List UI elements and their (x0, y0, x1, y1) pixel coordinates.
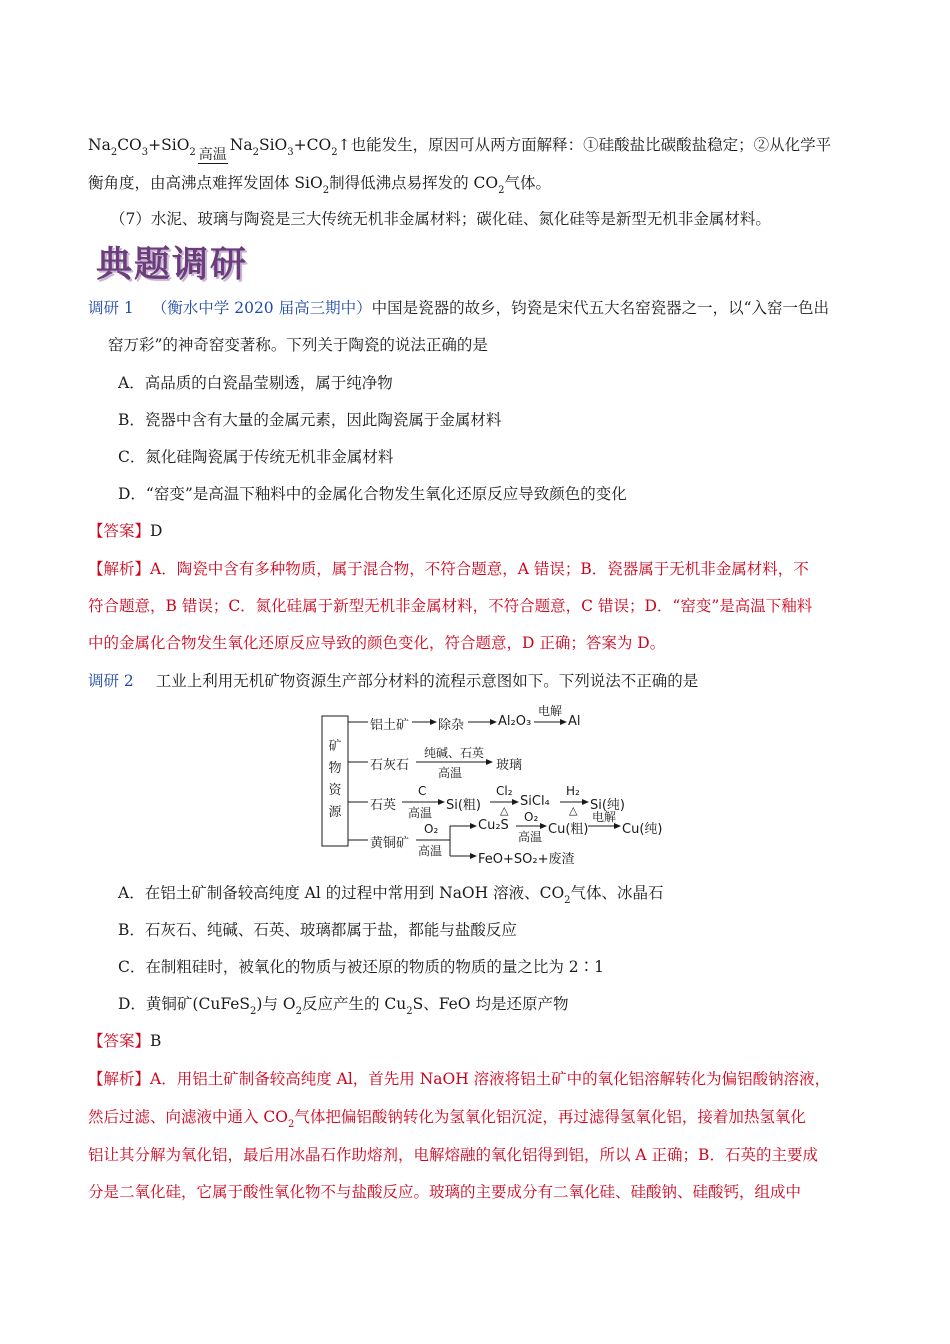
intro-line-3: （7）水泥、玻璃与陶瓷是三大传统无机非金属材料；碳化硅、氮化硅等是新型无机非金属材料。 (110, 210, 771, 228)
q1-option-a: A．高品质的白瓷晶莹剔透，属于纯净物 (118, 374, 393, 392)
q2-stem: 调研 2 工业上利用无机矿物资源生产部分材料的流程示意图如下。下列说法不正确的是 (88, 672, 699, 690)
flow-cond-o2-2: O₂ (524, 810, 539, 824)
q1-answer: 【答案】D (88, 522, 163, 540)
flow-node-pure-cu: Cu(纯) (622, 822, 663, 837)
q2-analysis-line-4: 分是二氧化硅，它属于酸性氧化物不与盐酸反应。玻璃的主要成分有二氧化硅、硅酸钠、硅酸钙，组成中 (88, 1183, 802, 1201)
q1-option-c: C．氮化硅陶瓷属于传统无机非金属材料 (118, 448, 394, 466)
flow-source-label: 矿物资源 (328, 739, 342, 820)
flow-cond-electrolysis-cu: 电解 (592, 810, 617, 824)
flow-node-sicl4: SiCl₄ (520, 794, 550, 809)
flow-node-cu2s: Cu₂S (478, 818, 509, 833)
q1-stem-line-2: 窑万彩”的神奇窑变著称。下列关于陶瓷的说法正确的是 (108, 336, 488, 354)
intro-line-2: 衡角度，由高沸点难挥发固体 SiO$_2$制得低沸点易挥发的 $CO_2$气体。 (88, 174, 551, 196)
flow-node-glass: 玻璃 (496, 758, 523, 773)
q1-option-d: D．“窑变”是高温下釉料中的金属化合物发生氧化还原反应导致颜色的变化 (118, 485, 627, 503)
intro-line-1: $Na_2CO_3+SiO_2$ 高温 $Na_2SiO_3+CO_2↑$也能发生，原因可从两方面解释：①硅酸盐比碳酸盐稳定；②从化学平 (88, 136, 832, 163)
q2-answer: 【答案】B (88, 1032, 162, 1050)
flow-node-byproducts: FeO+SO₂+废渣 (478, 852, 575, 867)
q1-analysis-line-1: 【解析】A．陶瓷中含有多种物质，属于混合物，不符合题意，A 错误；B．瓷器属于无机非金属材料，不 (88, 560, 809, 578)
flow-node-al: Al (568, 714, 581, 729)
q2-option-b: B．石灰石、纯碱、石英、玻璃都属于盐，都能与盐酸反应 (118, 921, 517, 939)
q2-analysis-line-1: 【解析】A．用铝土矿制备较高纯度 Al，首先用 NaOH 溶液将铝土矿中的氧化铝溶解转化为偏铝酸钠溶液， (88, 1070, 831, 1088)
flow-cond-heat-2: △ (569, 804, 578, 817)
flow-cond-glass-top: 纯碱、石英 (424, 746, 485, 760)
flow-cond-h2: H₂ (566, 784, 580, 798)
flow-cond-c-bottom: 高温 (408, 806, 433, 820)
flow-cond-o2-1: O₂ (424, 822, 439, 836)
flow-node-impurity: 除杂 (438, 718, 465, 733)
flow-cond-electrolysis-al: 电解 (538, 704, 563, 718)
q1-stem-line-1: 调研 1 （衡水中学 2020 届高三期中）中国是瓷器的故乡，钧瓷是宋代五大名窑瓷器之一，以“入窑一色出 (88, 299, 830, 317)
q1-label: 调研 1 (88, 299, 134, 317)
flow-cond-glass-bottom: 高温 (438, 766, 463, 780)
q1-option-b: B．瓷器中含有大量的金属元素，因此陶瓷属于金属材料 (118, 411, 502, 429)
q1-analysis-line-3: 中的金属化合物发生氧化还原反应导致的颜色变化，符合题意，D 正确；答案为 D。 (88, 634, 666, 652)
flow-node-limestone: 石灰石 (370, 758, 410, 773)
flow-node-chalcopyrite: 黄铜矿 (370, 836, 410, 851)
flow-node-bauxite: 铝土矿 (370, 718, 410, 733)
reaction-condition: 高温 (198, 147, 227, 163)
flow-node-pure-si: Si(纯) (590, 798, 626, 813)
flow-cond-c: C (418, 784, 427, 798)
flow-cond-heat-1: △ (500, 804, 509, 817)
flow-node-crude-si: Si(粗) (446, 798, 482, 813)
flow-node-quartz: 石英 (370, 798, 397, 813)
flow-cond-o2-2-bottom: 高温 (518, 830, 543, 844)
q2-label: 调研 2 (88, 672, 134, 690)
q2-option-d: D．黄铜矿(CuFeS$_2$)与 $O_2$反应产生的 $Cu_2S$、FeO 均是还原产物 (118, 995, 569, 1017)
q2-option-c: C．在制粗硅时，被氧化的物质与被还原的物质的物质的量之比为 2∶1 (118, 958, 605, 976)
flow-node-crude-cu: Cu(粗) (548, 822, 589, 837)
flow-cond-o2-1-bottom: 高温 (418, 844, 443, 858)
q2-analysis-line-3: 铝让其分解为氧化铝，最后用冰晶石作助熔剂，电解熔融的氧化铝得到铝，所以 A 正确；B．石英的主要成 (88, 1146, 818, 1164)
q2-option-a: A．在铝土矿制备较高纯度 Al 的过程中常用到 NaOH 溶液、$CO_2$气体、冰晶石 (118, 884, 664, 906)
flow-node-alumina: Al₂O₃ (498, 714, 532, 729)
mineral-flow-diagram (320, 704, 690, 872)
q1-analysis-line-2: 符合题意，B 错误；C．氮化硅属于新型无机非金属材料，不符合题意，C 错误；D．“窑变”是高温下釉料 (88, 597, 813, 615)
section-banner: 典题调研 (96, 243, 249, 285)
flow-cond-cl2: Cl₂ (496, 784, 513, 798)
q2-analysis-line-2: 然后过滤、向滤液中通入 $CO_2$气体把偏铝酸钠转化为氢氧化铝沉淀，再过滤得氢氧化铝，接着加热氢氧化 (88, 1108, 806, 1130)
q1-source: （衡水中学 2020 届高三期中） (151, 299, 372, 317)
